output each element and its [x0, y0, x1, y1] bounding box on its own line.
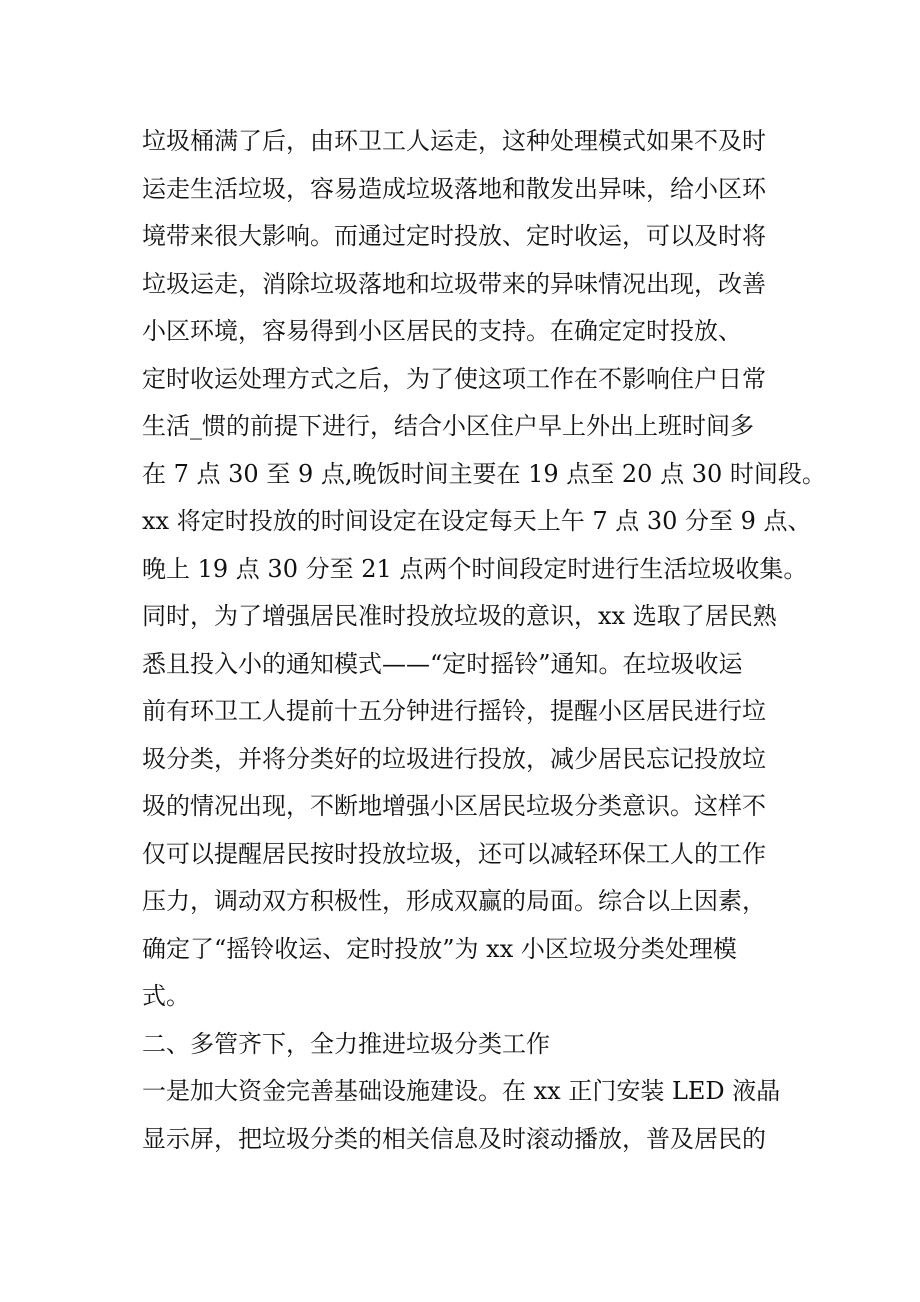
text-line: 晚上 19 点 30 分至 21 点两个时间段定时进行生活垃圾收集。: [142, 554, 808, 583]
text-line: 垃圾桶满了后，由环卫工人运走，这种处理模式如果不及时: [142, 127, 766, 155]
document-body: [142, 118, 826, 1163]
text-line: 式。: [142, 982, 190, 1010]
text-line: 在 7 点 30 至 9 点,晚饭时间主要在 19 点至 20 点 30 时间段。: [142, 459, 826, 488]
text-line: 境带来很大影响。而通过定时投放、定时收运，可以及时将: [142, 222, 766, 250]
text-line: 定时收运处理方式之后，为了使这项工作在不影响住户日常: [142, 364, 766, 393]
text-line: 悉且投入小的通知模式——“定时摇铃”通知。在垃圾收运: [142, 649, 743, 678]
text-line: 压力，调动双方积极性，形成双赢的局面。综合以上因素，: [142, 887, 766, 915]
text-line: 圾的情况出现，不断地增强小区居民垃圾分类意识。这样不: [142, 792, 766, 820]
section-heading: 二、多管齐下，全力推进垃圾分类工作: [142, 1029, 550, 1058]
text-line: 确定了“摇铃收运、定时投放”为 xx 小区垃圾分类处理模: [142, 934, 737, 963]
text-line: 仅可以提醒居民按时投放垃圾，还可以减轻环保工人的工作: [142, 839, 766, 868]
text-line: 前有环卫工人提前十五分钟进行摇铃，提醒小区居民进行垃: [142, 697, 766, 725]
text-line: 运走生活垃圾，容易造成垃圾落地和散发出异味，给小区环: [142, 174, 766, 203]
text-line: 小区环境，容易得到小区居民的支持。在确定定时投放、: [142, 317, 742, 345]
text-line: 一是加大资金完善基础设施建设。在 xx 正门安装 LED 液晶: [142, 1077, 781, 1105]
text-line: 垃圾运走，消除垃圾落地和垃圾带来的异味情况出现，改善: [142, 269, 766, 298]
text-line: 生活_惯的前提下进行，结合小区住户早上外出上班时间多: [142, 412, 754, 440]
text-line: xx 将定时投放的时间设定在设定每天上午 7 点 30 分至 9 点、: [142, 507, 812, 535]
text-line: 显示屏，把垃圾分类的相关信息及时滚动播放，普及居民的: [142, 1124, 766, 1153]
text-line: 同时，为了增强居民准时投放垃圾的意识，xx 选取了居民熟: [142, 602, 777, 630]
text-line: 圾分类，并将分类好的垃圾进行投放，减少居民忘记投放垃: [142, 744, 766, 773]
